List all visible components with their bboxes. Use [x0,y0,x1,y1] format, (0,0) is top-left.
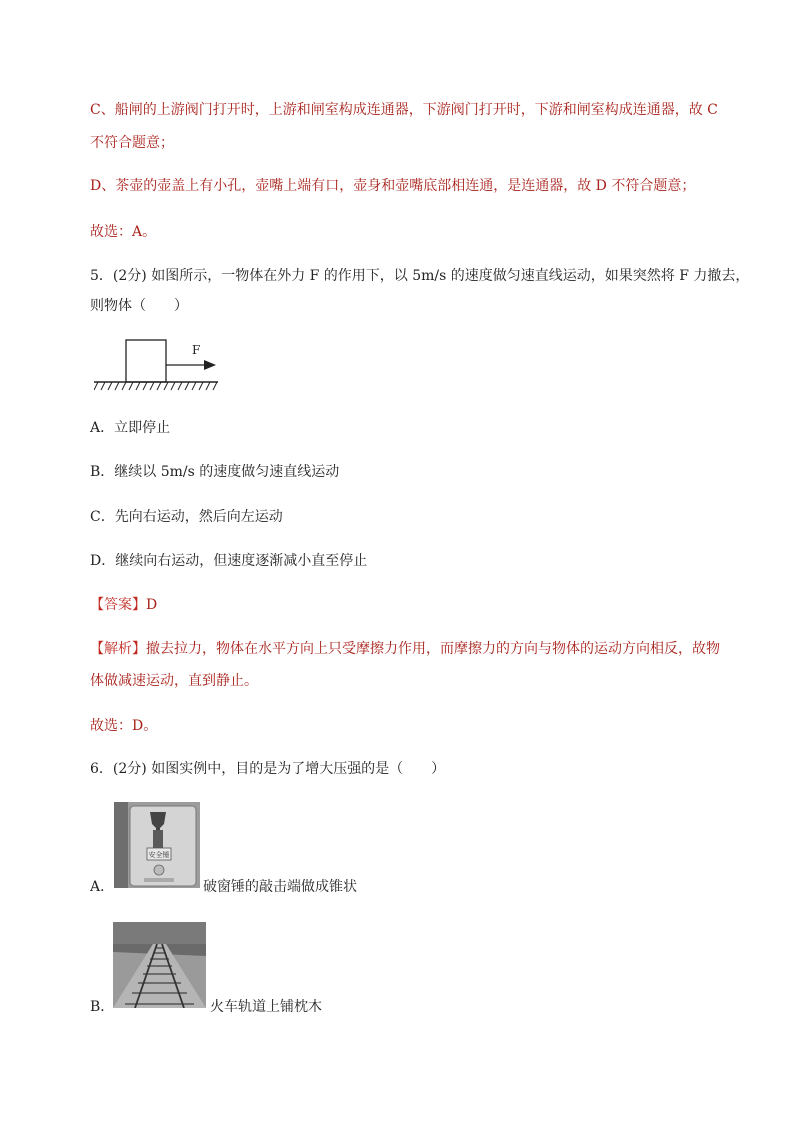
hammer-sign-text: 安全锤 [148,851,170,859]
railway-photo [113,922,206,1008]
analysis-tag: 【解析】 [90,641,146,657]
q6-option-b-prefix: B． [90,999,115,1015]
force-diagram [94,336,224,396]
answer-value: D [146,597,158,613]
q5-option-a: A．立即停止 [90,420,171,436]
block [126,340,166,382]
ground-hatching [94,382,217,390]
q6-option-b-text: 火车轨道上铺枕木 [210,999,322,1015]
q5-option-c: C．先向右运动，然后向左运动 [90,509,283,525]
q5-option-b: B．继续以 5m/s 的速度做匀速直线运动 [90,464,340,480]
answer-tag: 【答案】 [90,597,146,613]
option-d-explanation: D、茶壶的壶盖上有小孔，壶嘴上端有口，壶身和壶嘴底部相连通，是连通器，故 D 不符合题意； [90,178,696,194]
q6-stem: 6．(2分) 如图实例中，目的是为了增大压强的是（ ） [90,761,446,777]
option-c-explanation-line2: 不符合题意； [90,135,174,151]
q5-stem-line1: 5．(2分) 如图所示，一物体在外力 F 的作用下，以 5m/s 的速度做匀速直线运动，如果突然将 F 力撤去， [90,268,750,284]
q5-answer [90,595,157,615]
q5-stem-line2: 则物体（ ） [90,298,188,314]
previous-choice: 故选：A。 [90,224,157,240]
force-arrow-head [204,360,216,370]
q5-option-d: D．继续向右运动，但速度逐渐减小直至停止 [90,553,368,569]
analysis-text: 撤去拉力，物体在水平方向上只受摩擦力作用，而摩擦力的方向与物体的运动方向相反，故物 [146,641,720,657]
option-c-explanation-line1: C、船闸的上游阀门打开时，上游和闸室构成连通器，下游阀门打开时，下游和闸室构成连通器，故 C [90,102,718,118]
q6-option-a-text: 破窗锤的敲击端做成锥状 [203,879,357,895]
q5-analysis-line2: 体做减速运动，直到静止。 [90,673,258,689]
hammer-photo [114,802,200,888]
force-label: F [192,343,201,357]
q5-choice: 故选：D。 [90,718,158,734]
q5-analysis-line1 [90,639,720,659]
q6-option-a-prefix: A． [90,879,115,895]
